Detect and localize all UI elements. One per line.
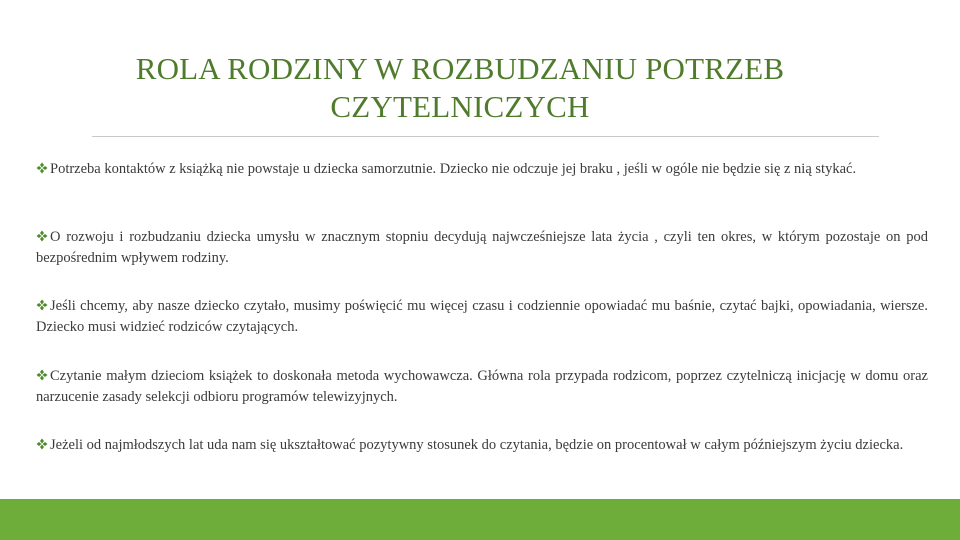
bullet-item-2 (36, 227, 928, 269)
bullet-text-3: Jeśli chcemy, aby nasze dziecko czytało, musimy poświęcić mu więcej czasu i codziennie opowiadać mu baśnie, czytać bajki, opowiadania, wiersze. Dziecko musi widzieć rodziców czytających. (36, 298, 928, 335)
diamond-quad-bullet-icon (36, 230, 48, 242)
diamond-quad-bullet-icon (36, 369, 48, 381)
diamond-quad-bullet-icon (36, 438, 48, 450)
bullet-item-1 (36, 159, 928, 180)
bullet-text-5: Jeżeli od najmłodszych lat uda nam się ukształtować pozytywny stosunek do czytania, będzie on procentował w całym późniejszym życiu dziecka. (50, 437, 904, 453)
bottom-accent-bar (0, 499, 960, 540)
bullet-text-1: Potrzeba kontaktów z książką nie powstaje u dziecka samorzutnie. Dziecko nie odczuje jej braku , jeśli w ogóle nie będzie się z nią stykać. (50, 161, 857, 177)
bullet-item-4 (36, 366, 928, 408)
bullet-item-5 (36, 435, 928, 456)
diamond-quad-bullet-icon (36, 162, 48, 174)
bullet-item-3 (36, 296, 928, 338)
title-divider (92, 136, 879, 137)
bullet-text-4: Czytanie małym dzieciom książek to doskonała metoda wychowawcza. Główna rola przypada rodzicom, poprzez czytelniczą inicjację w domu oraz narzucenie zasady selekcji odbioru programów telewizyjnych. (36, 368, 928, 405)
bullet-text-2: O rozwoju i rozbudzaniu dziecka umysłu w znacznym stopniu decydują najwcześniejsze lata życia , czyli ten okres, w którym pozostaje on pod bezpośrednim wpływem rodziny. (36, 229, 928, 266)
diamond-quad-bullet-icon (36, 299, 48, 311)
slide-title: ROLA RODZINY W ROZBUDZANIU POTRZEB CZYTELNICZYCH (135, 51, 785, 124)
